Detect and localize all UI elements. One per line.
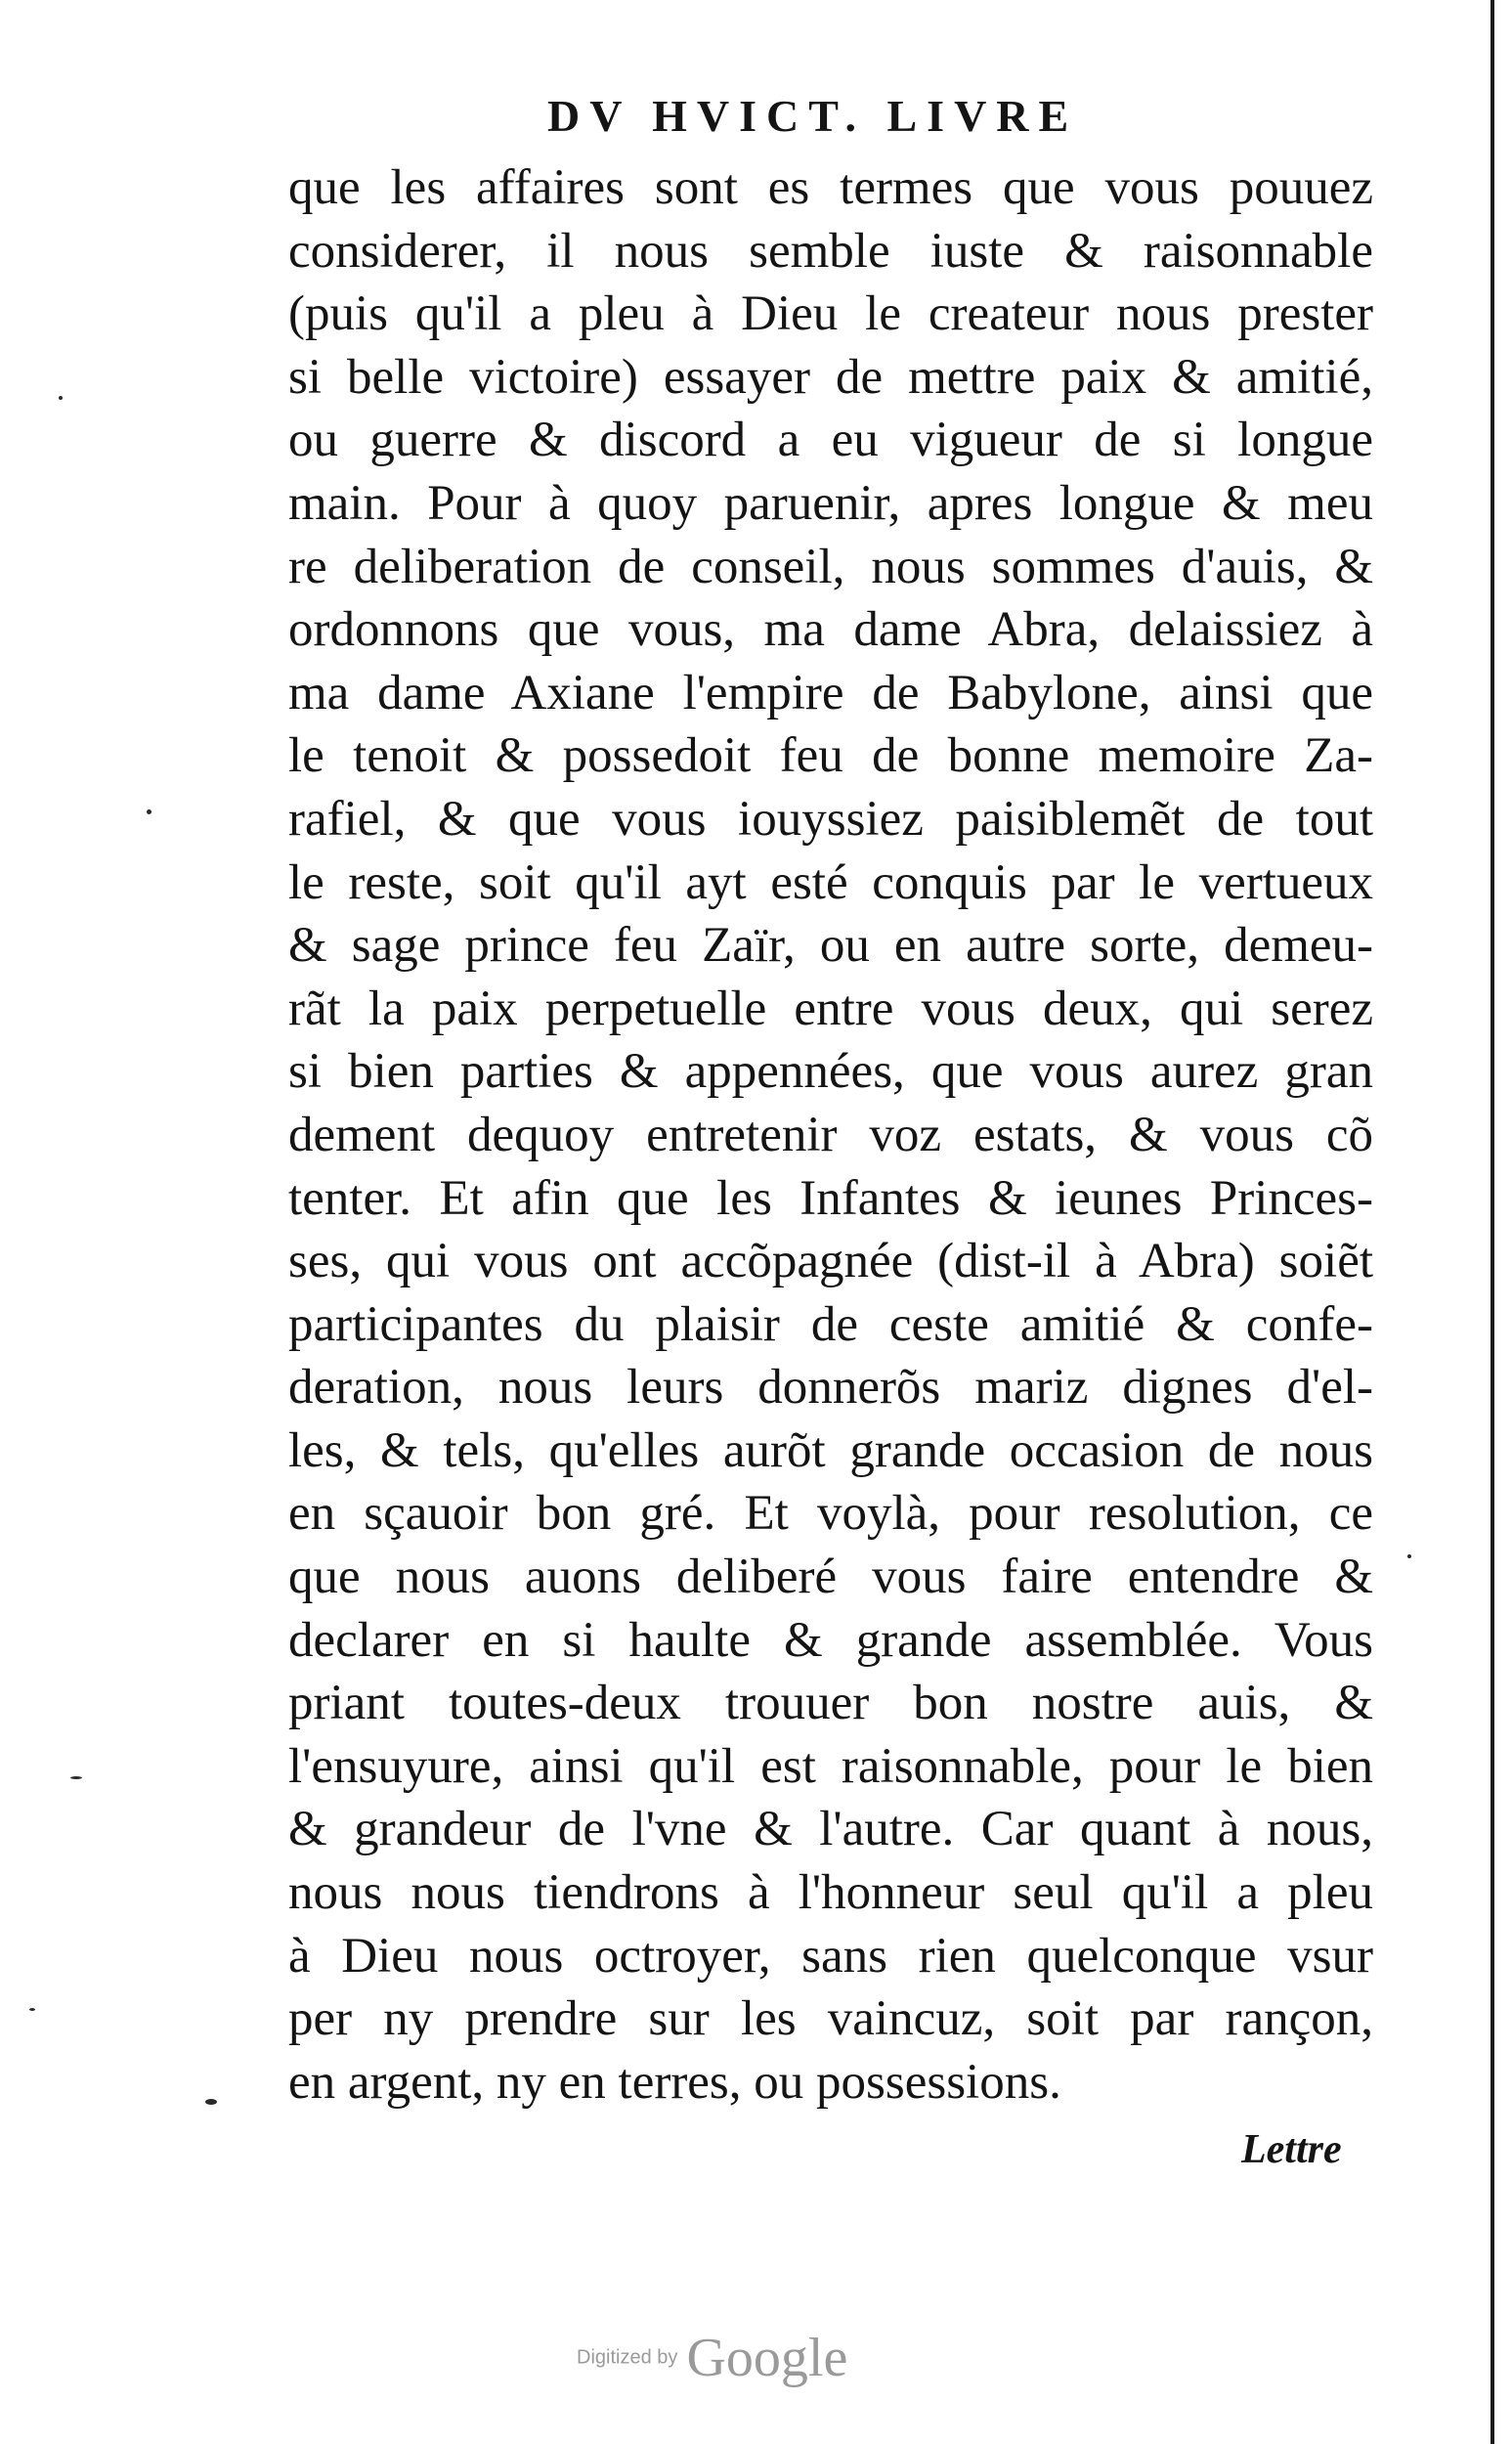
text-line: declarer en si haulte & grande assemblée. Vous — [288, 1612, 1373, 1668]
watermark-logo: Google — [686, 2328, 848, 2388]
text-line: le reste, soit qu'il ayt esté conquis par le vertueux — [288, 854, 1373, 910]
running-head: DV HVICT. LIVRE — [547, 91, 1079, 141]
ink-speck — [29, 2008, 35, 2011]
text-line: deration, nous leurs donnerõs mariz dignes d'el- — [288, 1360, 1373, 1416]
text-line: & grandeur de l'vne & l'autre. Car quant à nous, — [288, 1802, 1373, 1857]
text-line: per ny prendre sur les vaincuz, soit par rançon, — [288, 1991, 1373, 2047]
text-line: main. Pour à quoy paruenir, apres longue & meu — [288, 475, 1373, 531]
text-line: rãt la paix perpetuelle entre vous deux, qui serez — [288, 981, 1373, 1036]
ink-speck — [59, 396, 63, 400]
ink-speck — [70, 1776, 82, 1779]
text-line: & sage prince feu Zaïr, ou en autre sorte, demeu- — [288, 918, 1373, 974]
text-line: re deliberation de conseil, nous sommes d'auis, & — [288, 539, 1373, 594]
text-line: le tenoit & possedoit feu de bonne memoire Za- — [288, 728, 1373, 784]
ink-speck — [205, 2099, 217, 2105]
text-line: nous nous tiendrons à l'honneur seul qu'il a pleu — [288, 1865, 1373, 1921]
body-text — [288, 156, 1373, 2114]
text-line: en sçauoir bon gré. Et voylà, pour resolution, ce — [288, 1486, 1373, 1542]
digitization-watermark — [577, 2327, 847, 2389]
ink-speck — [147, 809, 151, 814]
text-line: si belle victoire) essayer de mettre paix & amitié, — [288, 349, 1373, 405]
text-line: tenter. Et afin que les Infantes & ieunes Princes- — [288, 1170, 1373, 1226]
watermark-prefix: Digitized by — [577, 2346, 678, 2369]
text-line: les, & tels, qu'elles aurõt grande occasion de nous — [288, 1422, 1373, 1478]
catchword: Lettre — [1241, 2127, 1342, 2172]
text-line: participantes du plaisir de ceste amitié & confe- — [288, 1296, 1373, 1352]
text-line: priant toutes-deux trouuer bon nostre auis, & — [288, 1676, 1373, 1731]
text-line: si bien parties & appennées, que vous aurez gran — [288, 1044, 1373, 1100]
text-line: que nous auons deliberé vous faire entendre & — [288, 1549, 1373, 1605]
text-line: à Dieu nous octroyer, sans rien quelconque vsur — [288, 1928, 1373, 1984]
text-line: ses, qui vous ont accõpagnée (dist-il à Abra) soiẽt — [288, 1234, 1373, 1289]
text-line: ma dame Axiane l'empire de Babylone, ainsi que — [288, 665, 1373, 720]
text-line: (puis qu'il a pleu à Dieu le createur nous prester — [288, 286, 1373, 342]
text-line: dement dequoy entretenir voz estats, & vous cõ — [288, 1107, 1373, 1162]
text-line: rafiel, & que vous iouyssiez paisiblemẽt de tout — [288, 791, 1373, 847]
text-line: ou guerre & discord a eu vigueur de si longue — [288, 413, 1373, 468]
text-line: en argent, ny en terres, ou possessions. — [288, 2054, 1061, 2110]
text-line: considerer, il nous semble iuste & raisonnable — [288, 223, 1373, 279]
page-edge-line — [1490, 0, 1494, 2444]
ink-speck — [1407, 1554, 1411, 1558]
text-line: l'ensuyure, ainsi qu'il est raisonnable, pour le bien — [288, 1738, 1373, 1794]
text-line: ordonnons que vous, ma dame Abra, delaissiez à — [288, 602, 1373, 658]
text-line: que les affaires sont es termes que vous pouuez — [288, 160, 1373, 215]
